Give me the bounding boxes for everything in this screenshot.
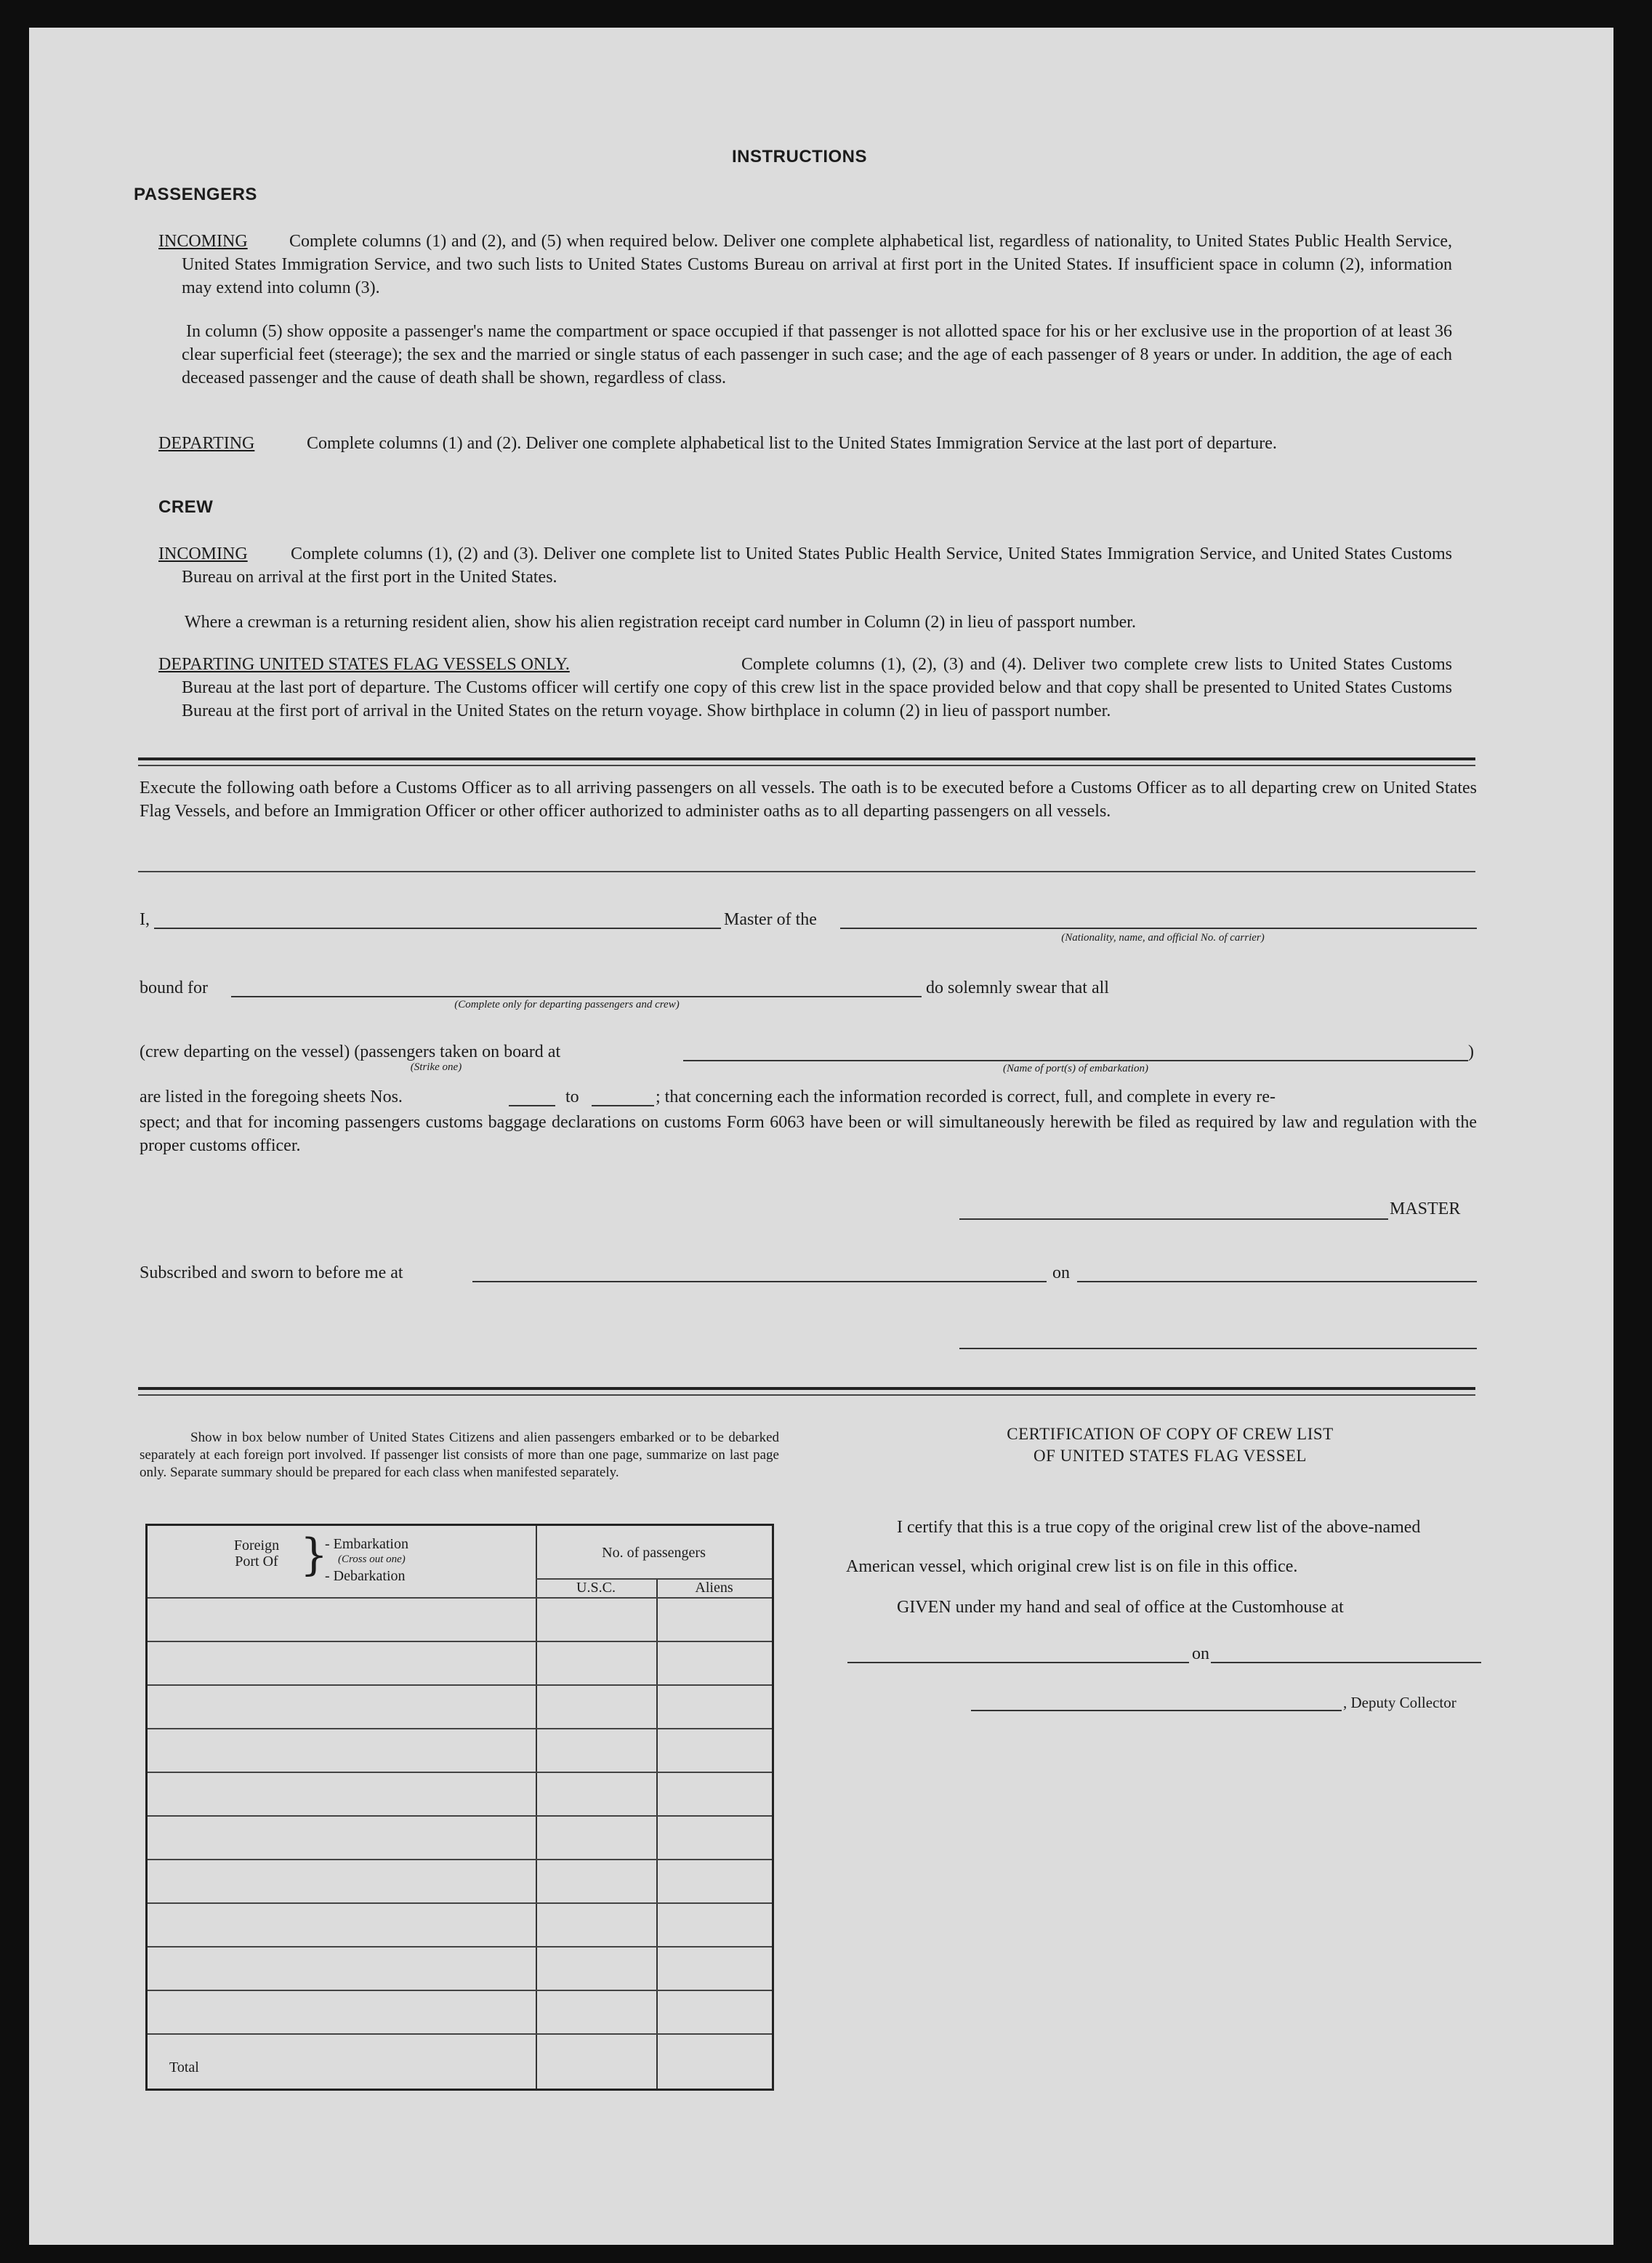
listed-text-a: are listed in the foregoing sheets Nos. [140, 1088, 403, 1106]
certification-text-2: American vessel, which original crew list is on file in this office. [846, 1557, 1298, 1576]
carrier-field[interactable] [840, 928, 1477, 929]
usc-header: U.S.C. [576, 1580, 616, 1596]
brace-glyph: } [300, 1530, 329, 1580]
passengers-departing-text: Complete columns (1) and (2). Deliver one complete alphabetical list to the United States Immigration Service at the last port of departure. [307, 434, 1277, 453]
lower-divider-thin [138, 1394, 1475, 1396]
listed-text-b: ; that concerning each the information recorded is correct, full, and complete in every re- [656, 1088, 1276, 1106]
certification-title-line-1: CERTIFICATION OF COPY OF CREW LIST [1007, 1425, 1334, 1443]
passenger-summary-table [145, 1524, 774, 2091]
certification-title [872, 1423, 1468, 1467]
sheet-from-field[interactable] [509, 1105, 555, 1106]
master-name-field[interactable] [154, 928, 721, 929]
table-row-divider [148, 2033, 772, 2035]
oath-divider [138, 871, 1475, 872]
sworn-on-label: on [1052, 1263, 1070, 1282]
crew-departing-text: Complete columns (1), (2), (3) and (4). Deliver two complete crew lists to United States Customs Bureau at the last port of departure. The Customs officer will certify one copy of this crew list in the space provided below and that copy shall be presented to United States Customs Bureau at the first port of arrival in the United States on the return voyage. Show birthplace in column (2) in lieu of passport number. [182, 655, 1452, 720]
passengers-incoming-label: INCOMING [158, 232, 248, 251]
no-of-passengers-header: No. of passengers [602, 1545, 706, 1561]
crew-resident-alien-text: Where a crewman is a returning resident alien, show his alien registration receipt card number in Column (2) in lieu of passport number. [185, 613, 1136, 632]
master-of-the-label: Master of the [724, 910, 817, 929]
certification-on-label: on [1192, 1644, 1209, 1663]
lower-divider [138, 1387, 1475, 1390]
table-row-divider [148, 1902, 772, 1904]
sheet-to-field[interactable] [592, 1105, 654, 1106]
officer-signature-field[interactable] [959, 1348, 1477, 1349]
customhouse-field[interactable] [847, 1662, 1189, 1663]
passengers-column5-text: In column (5) show opposite a passenger's name the compartment or space occupied if that passenger is not allotted space for his or her exclusive use in the proportion of at least 36 clear superficial feet (steerage); the sex and the married or single status of each passenger in such case; and the age of each passenger of 8 years or under. In addition, the age of each deceased passenger and the cause of death shall be shown, regardless of class. [182, 322, 1452, 387]
sworn-at-field[interactable] [472, 1281, 1047, 1282]
table-row-divider [148, 1990, 772, 1991]
i-label: I, [140, 910, 150, 929]
bound-for-note: (Complete only for departing passengers and crew) [454, 999, 680, 1010]
subscribed-label: Subscribed and sworn to before me at [140, 1263, 403, 1282]
table-row-divider [148, 1728, 772, 1729]
embarkation-note: (Name of port(s) of embarkation) [1003, 1063, 1148, 1074]
oath-instructions: Execute the following oath before a Customs Officer as to all arriving passengers on all vessels. The oath is to be executed before a Customs Officer as to all departing crew on United States Flag Vessels, and before an Immigration Officer or other officer authorized to administer oaths as to all departing passengers on all vessels. [140, 779, 1477, 821]
master-signature-field[interactable] [959, 1218, 1388, 1220]
close-paren: ) [1468, 1042, 1474, 1061]
summary-instructions: Show in box below number of United States Citizens and alien passengers embarked or to be debarked separately at each foreign port involved. If passenger list consists of more than one page, summarize on last page only. Separate summary should be prepared for each class when manifested separately. [140, 1430, 779, 1480]
certification-date-field[interactable] [1211, 1662, 1481, 1663]
strike-one-note: (Strike one) [410, 1061, 462, 1073]
passengers-heading: PASSENGERS [134, 185, 257, 204]
section-divider [138, 757, 1475, 760]
table-row-divider [148, 1946, 772, 1948]
table-row-divider [148, 1859, 772, 1860]
crew-departing-label: DEPARTING UNITED STATES FLAG VESSELS ONLY. [158, 655, 570, 674]
page-title: INSTRUCTIONS [732, 147, 867, 166]
table-row-divider [148, 1641, 772, 1642]
crew-departing-clause: (crew departing on the vessel) (passengers taken on board at [140, 1042, 561, 1061]
passengers-incoming-text: Complete columns (1) and (2), and (5) when required below. Deliver one complete alphabetical list, regardless of nationality, to United States Public Health Service, United States Immigration Service, and two such lists to United States Customs Bureau on arrival at first port in the United States. If insufficient space in column (2), information may extend into column (3). [182, 232, 1452, 297]
debarkation-header: - Debarkation [325, 1568, 406, 1584]
table-row-divider [148, 1772, 772, 1773]
embarkation-header: - Embarkation [325, 1536, 408, 1552]
embarkation-port-field[interactable] [683, 1060, 1468, 1061]
crew-incoming-text: Complete columns (1), (2) and (3). Deliver one complete list to United States Public Health Service, United States Immigration Service, and United States Customs Bureau on arrival at the first port in the United States. [182, 544, 1452, 587]
listed-text-c: spect; and that for incoming passengers customs baggage declarations on customs Form 6063 have been or will simultaneously herewith be filed as required by law and regulation with the proper customs officer. [140, 1113, 1477, 1155]
certification-text-1: I certify that this is a true copy of the original crew list of the above-named [897, 1518, 1421, 1537]
section-divider-thin [138, 765, 1475, 766]
certification-text-3: GIVEN under my hand and seal of office at the Customhouse at [897, 1598, 1344, 1617]
total-label: Total [169, 2059, 199, 2075]
swear-text: do solemnly swear that all [926, 978, 1109, 997]
foreign-port-of-header: Foreign Port Of [233, 1538, 280, 1569]
master-label: MASTER [1390, 1199, 1461, 1218]
aliens-header: Aliens [695, 1580, 733, 1596]
crew-heading: CREW [158, 497, 214, 517]
deputy-collector-label: , Deputy Collector [1343, 1694, 1456, 1711]
sworn-date-field[interactable] [1077, 1281, 1477, 1282]
passengers-departing-label: DEPARTING [158, 434, 255, 453]
to-label: to [565, 1088, 579, 1106]
bound-for-label: bound for [140, 978, 208, 997]
certification-title-line-2: OF UNITED STATES FLAG VESSEL [1033, 1447, 1307, 1465]
deputy-signature-field[interactable] [971, 1710, 1342, 1711]
table-row-divider [148, 1684, 772, 1686]
crew-incoming-label: INCOMING [158, 544, 248, 563]
cross-out-note: (Cross out one) [338, 1553, 406, 1565]
carrier-note: (Nationality, name, and official No. of carrier) [1061, 932, 1265, 944]
table-row-divider [148, 1815, 772, 1817]
bound-for-field[interactable] [231, 996, 922, 997]
